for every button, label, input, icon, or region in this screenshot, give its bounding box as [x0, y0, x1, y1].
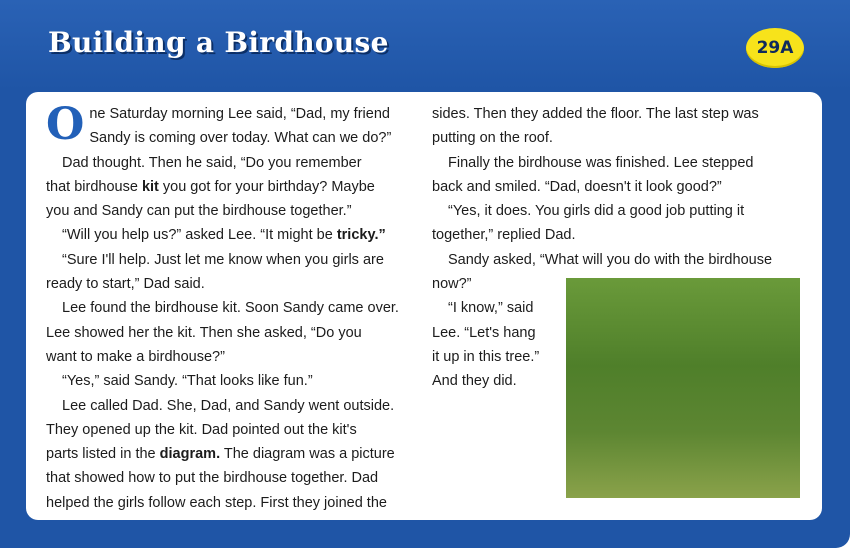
story-line: that showed how to put the birdhouse together. Dad	[46, 470, 379, 487]
page-title: Building a Birdhouse	[48, 26, 389, 59]
story-text: that birdhouse	[46, 178, 142, 195]
story-line: Sandy asked, “What will you do with the birdhouse	[448, 251, 773, 268]
drop-cap: O	[46, 99, 85, 150]
vocab-word-tricky: tricky.”	[336, 227, 386, 244]
vocab-word-diagram: diagram.	[159, 446, 221, 463]
paragraph-8	[432, 102, 808, 151]
paragraph-5	[46, 296, 418, 369]
photo-background	[566, 278, 800, 498]
story-line	[46, 179, 375, 195]
paragraph-10	[432, 199, 808, 248]
paragraph-6	[46, 369, 418, 393]
story-line: “I know,” said	[448, 300, 534, 317]
story-line: together,” replied Dad.	[432, 227, 576, 244]
story-line: back and smiled. “Dad, doesn't it look good?”	[432, 178, 722, 195]
story-line	[46, 446, 395, 462]
story-text: parts listed in the	[46, 446, 160, 463]
story-line: Lee found the birdhouse kit. Soon Sandy came over.	[62, 300, 399, 317]
story-line: Dad thought. Then he said, “Do you remember	[62, 154, 362, 171]
story-line: sides. Then they added the floor. The last step was	[432, 106, 759, 122]
lesson-badge: 29A	[746, 28, 804, 68]
story-line: ne Saturday morning Lee said, “Dad, my friend	[89, 106, 390, 122]
story-line: want to make a birdhouse?”	[46, 348, 225, 365]
paragraph-9	[432, 151, 808, 200]
story-column-left	[46, 99, 418, 515]
story-line: Lee called Dad. She, Dad, and Sandy went outside.	[62, 397, 395, 414]
story-line: Sandy is coming over today. What can we do?”	[89, 130, 392, 147]
story-text: The diagram was a picture	[220, 446, 395, 463]
story-line: Finally the birdhouse was finished. Lee stepped	[448, 154, 754, 171]
story-line: it up in this tree.”	[432, 348, 540, 365]
children-building-birdhouse-photo	[566, 278, 800, 498]
story-line: ready to start,” Dad said.	[46, 276, 205, 293]
paragraph-2	[46, 151, 418, 224]
paragraph-7	[46, 394, 418, 515]
story-line: “Sure I'll help. Just let me know when you girls are	[62, 251, 384, 268]
story-line: “Yes, it does. You girls did a good job putting it	[448, 203, 745, 220]
story-line: now?”	[432, 276, 472, 293]
story-line: “Yes,” said Sandy. “That looks like fun.”	[62, 373, 313, 390]
story-line: They opened up the kit. Dad pointed out the kit's	[46, 421, 357, 438]
story-line: you and Sandy can put the birdhouse together.”	[46, 203, 352, 220]
paragraph-4	[46, 248, 418, 297]
story-line: helped the girls follow each step. First they joined the	[46, 494, 387, 511]
story-panel	[26, 92, 822, 520]
story-text: you got for your birthday? Maybe	[158, 178, 375, 195]
story-line: Lee showed her the kit. Then she asked, “Do you	[46, 324, 362, 341]
story-line: And they did.	[432, 373, 517, 390]
paragraph-3	[46, 223, 418, 247]
story-text: “Will you help us?” asked Lee. “It might be	[62, 227, 337, 244]
vocab-word-kit: kit	[141, 178, 159, 195]
story-line: putting on the roof.	[432, 130, 553, 147]
story-line: Lee. “Let's hang	[432, 324, 536, 341]
story-line	[62, 227, 386, 243]
paragraph-1	[46, 99, 418, 151]
